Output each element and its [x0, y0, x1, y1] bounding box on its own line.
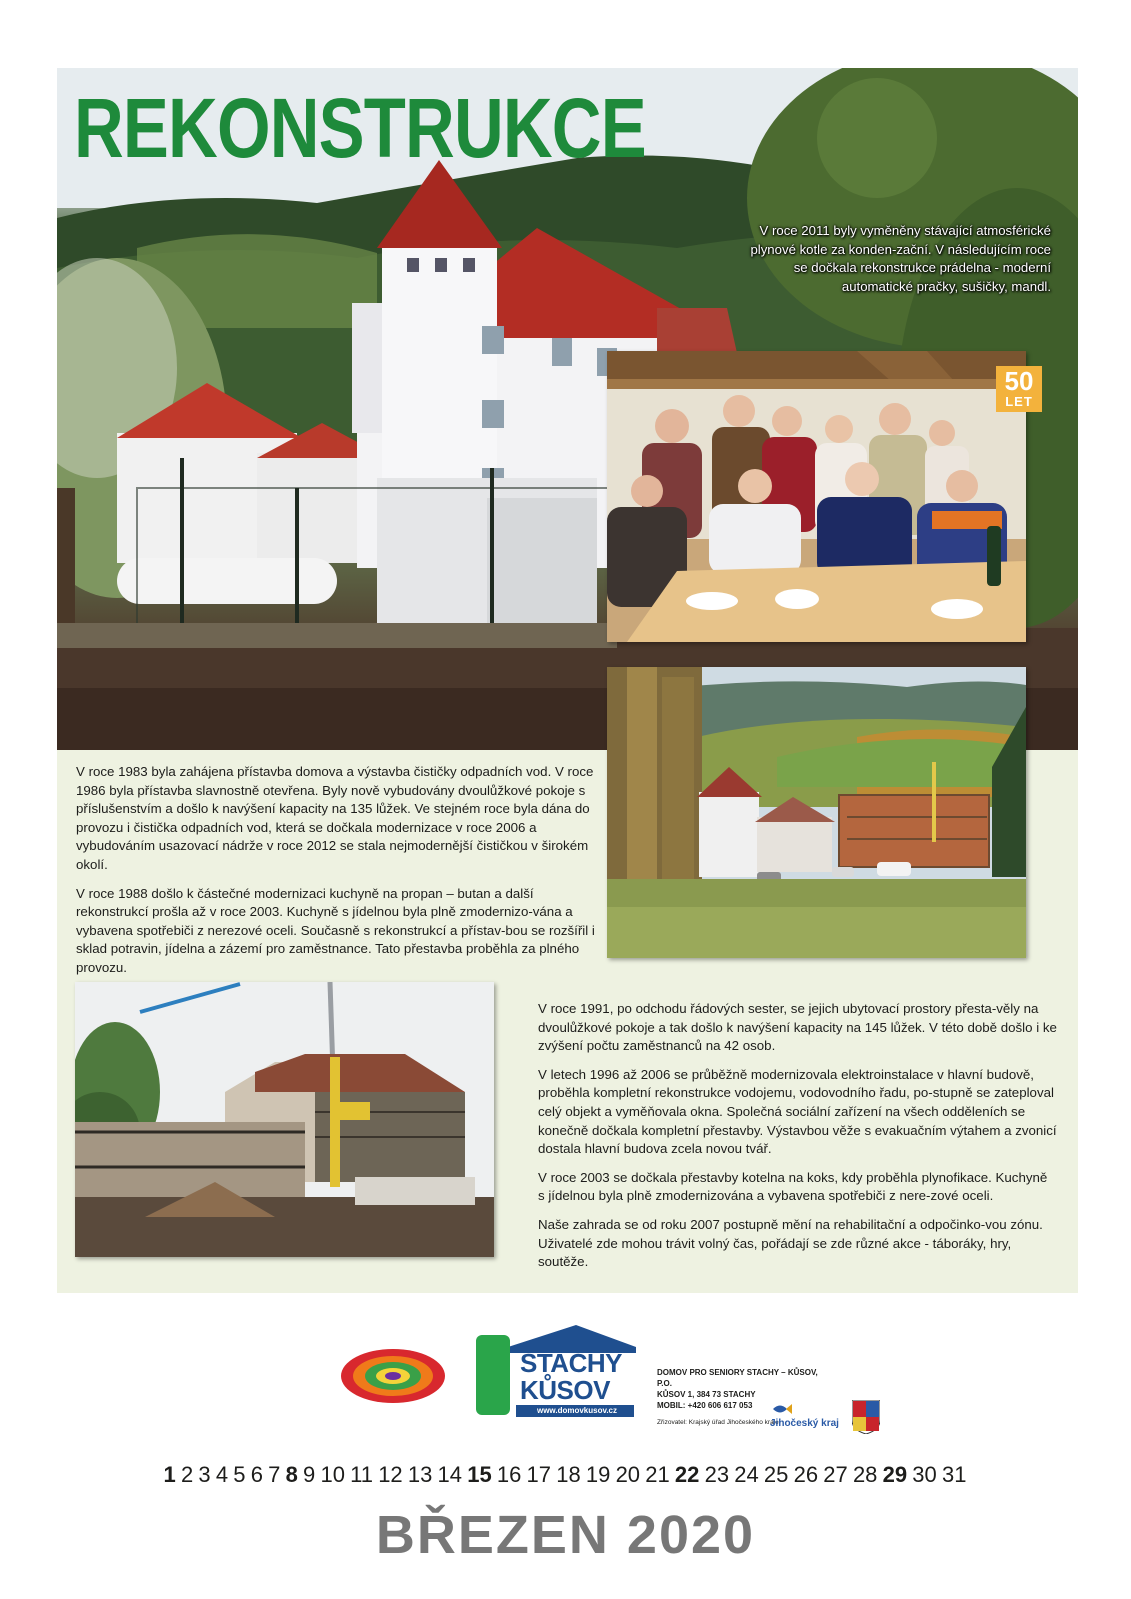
org-address: KŮSOV 1, 384 73 STACHY	[657, 1390, 756, 1399]
paragraph-2003: V roce 2003 se dočkala přestavby kotelna na koks, kdy proběhla plynofikace. Kuchyně s jídelnou byla plně zmodernizována a vybavena spotřebiči z nere-zové oceli.	[538, 1169, 1048, 1204]
org-name: DOMOV PRO SENIORY STACHY – KŮSOV, P.O.	[657, 1368, 818, 1388]
anniversary-badge	[996, 366, 1042, 412]
photo-construction-site	[75, 982, 494, 1257]
calendar-day: 28	[852, 1462, 878, 1487]
calendar-day: 31	[941, 1462, 967, 1487]
calendar-day-sunday: 8	[285, 1462, 298, 1487]
calendar-day: 12	[378, 1462, 403, 1487]
calendar-day: 5	[233, 1462, 246, 1487]
paragraph-1988: V roce 1988 došlo k částečné modernizaci kuchyně na propan – butan a další rekonstrukcí prošla až v roce 2003. Kuchyně s jídelnou byla plně zmodernizo-vána a vybavena spotřebiči z nerezové oceli. Současně s rekonstrukcí a přístav-bou se rozšířil i sklad potravin, jídelna a zázemí pro zaměstnance. Tato přestavba proběhla za plného provozu.	[76, 885, 595, 975]
paragraph-1991: V roce 1991, po odchodu řádových sester, se jejich ubytovací prostory přesta-věly na dvoulůžkové pokoje a tak došlo k navýšení kapacity na 145 lůžek. V této době došlo i ke zvýšení počtu zaměstnanců na 42 osob.	[538, 1001, 1057, 1054]
calendar-day: 17	[526, 1462, 552, 1487]
page-title: REKONSTRUKCE	[74, 81, 646, 175]
calendar-day: 18	[556, 1462, 581, 1487]
hero-caption: V roce 2011 byly vyměněny stávající atmosférické plynové kotle za konden-zační. V následujícím roce se dočkala rekonstrukce prádelna - moderní automatické pračky, sušičky, mandl.	[750, 223, 1051, 294]
region-emblem-icon	[772, 1402, 792, 1416]
coat-of-arms-icon	[852, 1400, 880, 1434]
calendar-day: 30	[912, 1462, 937, 1487]
paragraph-1983: V roce 1983 byla zahájena přístavba domova a výstavba čističky odpadních vod. V roce 1986 byla přístavba slavnostně otevřena. Byly nově vybudovány dvoulůžkové pokoje s příslušenstvím a došlo k navýšení kapacity na 135 lůžek. Ve stejném roce byla dána do provozu i čistička odpadních vod, která se dočkala modernizace v roce 2006 a vybudováním usazovací nádrže v roce 2012 se stala nejmodernější čističkou v širokém okolí.	[76, 764, 594, 872]
calendar-month: BŘEZEN 2020	[375, 1505, 756, 1565]
calendar-day: 27	[823, 1462, 848, 1487]
village-photo-illustration	[607, 667, 1026, 958]
calendar-day: 23	[704, 1462, 730, 1487]
calendar-day: 26	[793, 1462, 819, 1487]
photo-village-landscape	[607, 667, 1026, 958]
mandala-icon	[340, 1347, 446, 1405]
calendar-day: 16	[496, 1462, 522, 1487]
calendar-day: 25	[763, 1462, 789, 1487]
org-phone: MOBIL: +420 606 617 053	[657, 1401, 753, 1410]
construction-photo-illustration	[75, 982, 494, 1257]
region-fish-logo	[772, 1402, 792, 1416]
badge-number: 50	[1004, 366, 1034, 396]
calendar-days	[60, 1461, 1070, 1489]
photo-seniors-celebration	[607, 351, 1026, 642]
paragraph-garden: Naše zahrada se od roku 2007 postupně mění na rehabilitační a odpočinko-vou zónu. Uživatelé zde mohou trávit volný čas, pořádají se zde různé akce - táboráky, hry, soutěže.	[538, 1216, 1043, 1270]
seniors-photo-illustration	[607, 351, 1026, 642]
article-column-right	[538, 1000, 1057, 1282]
calendar-day-sunday: 29	[882, 1462, 908, 1487]
region-name: Jihočeský kraj	[770, 1418, 839, 1429]
calendar-day: 10	[320, 1462, 345, 1487]
stachy-kusov-logo	[476, 1325, 640, 1417]
calendar-day-sunday: 1	[163, 1462, 176, 1487]
calendar-day: 14	[437, 1462, 463, 1487]
region-coat-of-arms	[852, 1400, 880, 1434]
calendar-day: 6	[250, 1462, 263, 1487]
calendar-day-sunday: 15	[467, 1462, 492, 1487]
calendar-day: 20	[615, 1462, 641, 1487]
calendar-day: 2	[180, 1462, 194, 1487]
calendar-day: 7	[268, 1462, 281, 1487]
calendar-day: 19	[585, 1462, 611, 1487]
article-column-left	[76, 763, 597, 988]
calendar-day: 21	[645, 1462, 670, 1487]
badge-label: LET	[1005, 394, 1033, 409]
calendar-day: 3	[198, 1462, 211, 1487]
logo-word-kusov: KŮSOV	[520, 1375, 610, 1405]
org-founder: Zřizovatel: Krajský úřad Jihočeského kraje	[657, 1419, 779, 1426]
paragraph-1996-2006: V letech 1996 až 2006 se průběžně modernizovala elektroinstalace v hlavní budově, proběhla kompletní rekonstrukce vodojemu, vodovodního řadu, po-stupně se zateploval celý objekt a vyměňovala okna. Společná sociální zařízení na všech odděleních se konečně dočkala kompletní přestavby. Výstavbou věže s evakuačním výtahem a zvonicí dostala hlavní budova zcela novou tvář.	[538, 1066, 1057, 1157]
logo-word-stachy: STACHY	[520, 1348, 622, 1378]
decorative-mandala-logo	[340, 1347, 446, 1405]
calendar-day: 4	[215, 1462, 229, 1487]
calendar-day: 24	[734, 1462, 759, 1487]
calendar-day-sunday: 22	[674, 1462, 700, 1487]
calendar-day: 13	[407, 1462, 433, 1487]
logo-url: www.domovkusov.cz	[536, 1406, 617, 1415]
calendar-day: 11	[350, 1462, 373, 1487]
calendar-day: 9	[303, 1462, 316, 1487]
